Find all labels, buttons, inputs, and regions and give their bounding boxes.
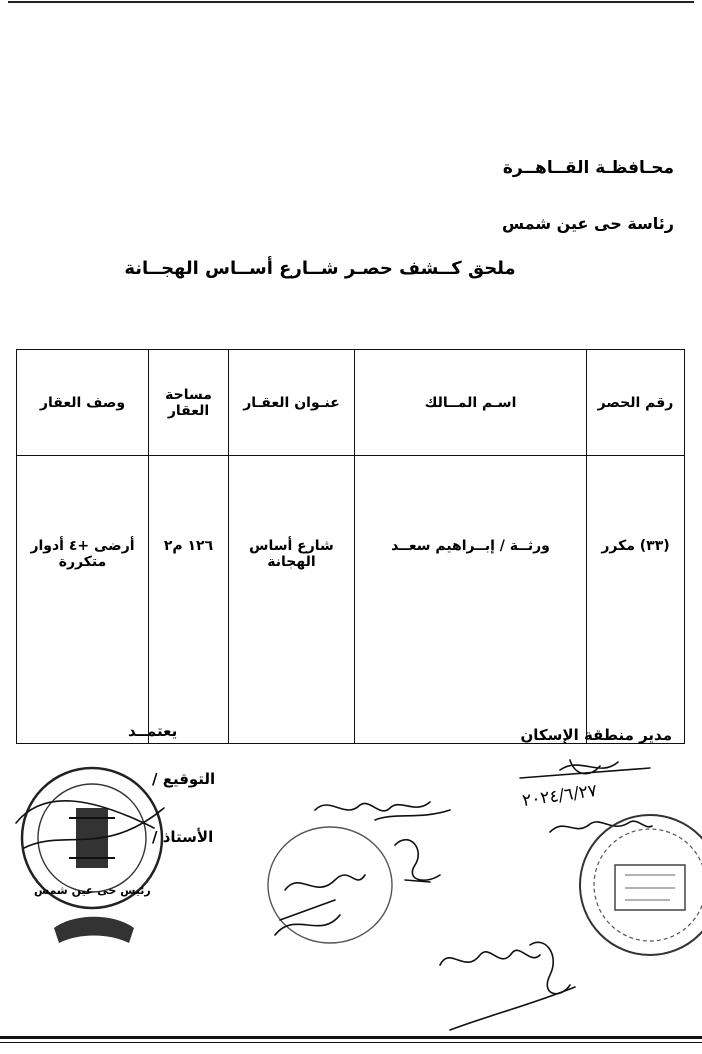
housing-manager-heading: مدير منطقة الإسكان — [520, 726, 672, 744]
table-cell: أرضى +٤ أدوار متكررة — [17, 456, 149, 744]
header-cell: مساحة العقار — [149, 350, 229, 456]
table-cell: ورثــة / إبــراهيم سعــد — [355, 456, 587, 744]
document-title: ملحق كــشف حصـر شــارع أســاس الهجــانة — [124, 258, 516, 279]
signature-label: التوقيع / — [152, 770, 216, 788]
signature-date: ٢٠٢٤/٦/٢٧ — [520, 780, 599, 812]
table-header-row — [17, 350, 685, 456]
top-border — [0, 0, 702, 40]
header-cell: اسـم المــالك — [355, 350, 587, 456]
table-cell: ١٢٦ م٢ — [149, 456, 229, 744]
bottom-rule — [0, 1036, 702, 1039]
bottom-signatures — [420, 925, 580, 1035]
name-label: الأستاذ / — [152, 828, 214, 846]
header-cell: رقم الحصر — [587, 350, 685, 456]
survey-table — [16, 349, 685, 744]
table-cell: شارع أساس الهجانة — [229, 456, 355, 744]
approval-heading: يعتمــد — [128, 722, 178, 740]
stamp-text: رئيس حى عين شمس — [34, 884, 151, 897]
district-heading: رئاسة حى عين شمس — [501, 214, 674, 233]
header-cell: وصف العقار — [17, 350, 149, 456]
header-cell: عنـوان العقـار — [229, 350, 355, 456]
table-cell: (٣٣) مكرر — [587, 456, 685, 744]
bottom-rule-thin — [0, 1042, 702, 1043]
table-row — [17, 456, 685, 744]
official-stamp-left — [14, 728, 174, 958]
official-stamp-right — [570, 810, 702, 960]
governorate-heading: محـافظـة القــاهــرة — [502, 158, 674, 178]
